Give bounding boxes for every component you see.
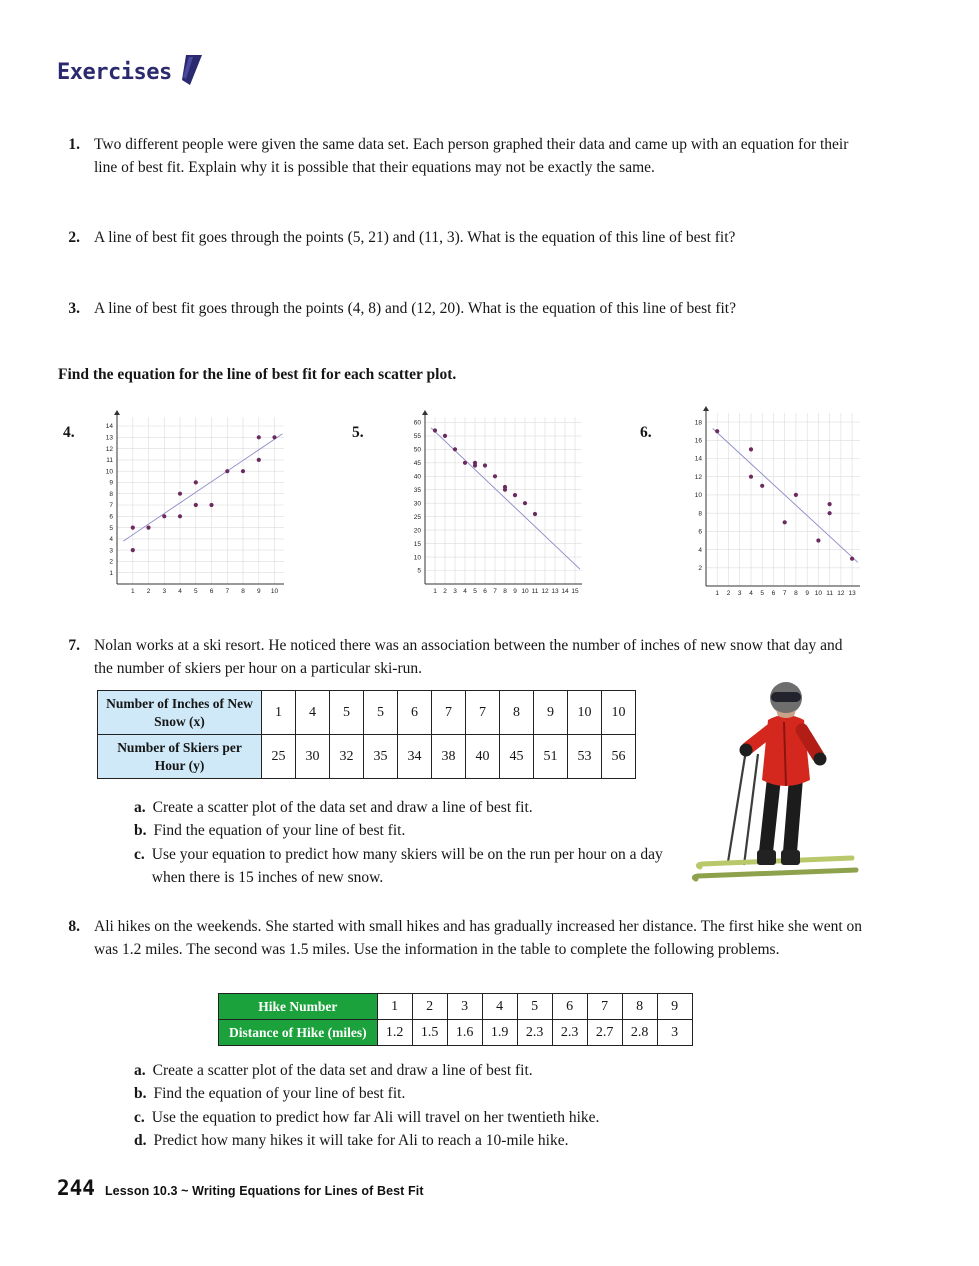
table-cell: 2.3 [517, 1020, 552, 1046]
table-cell: 1 [377, 994, 412, 1020]
table-cell: 7 [432, 691, 466, 735]
svg-text:1: 1 [109, 569, 113, 577]
svg-text:12: 12 [694, 473, 702, 481]
subitem-label: b. [134, 1085, 147, 1103]
problem-2 [58, 226, 858, 249]
scatter-plot-6 [686, 404, 866, 607]
scatter-plot-5 [403, 408, 588, 605]
subitem-text: Find the equation of your line of best fit. [153, 1085, 406, 1103]
problem-5-number: 5. [352, 424, 364, 441]
problem-8 [58, 915, 898, 962]
svg-text:10: 10 [814, 590, 823, 597]
svg-text:9: 9 [109, 479, 113, 487]
table-cell: 1 [262, 691, 296, 735]
table-cell: 2.8 [622, 1020, 657, 1046]
svg-text:11: 11 [106, 457, 113, 465]
svg-text:2: 2 [109, 558, 113, 566]
svg-text:6: 6 [698, 528, 702, 536]
svg-text:15: 15 [413, 540, 421, 548]
table-cell: 25 [262, 735, 296, 779]
table-cell: 8 [500, 691, 534, 735]
svg-text:8: 8 [241, 588, 245, 595]
table-cell: 10 [602, 691, 636, 735]
subitem-label: a. [134, 1062, 146, 1079]
svg-text:14: 14 [694, 455, 702, 463]
svg-text:14: 14 [105, 423, 113, 431]
problem-text: Nolan works at a ski resort. He noticed there was an association between the number of inches of new snow that day and the number of skiers per hour on a particular ski-run. [94, 637, 843, 678]
svg-text:8: 8 [503, 588, 507, 595]
svg-text:14: 14 [561, 588, 569, 595]
table-cell: 53 [568, 735, 602, 779]
scatter-plot-instruction: Find the equation for the line of best fit for each scatter plot. [58, 366, 457, 383]
problem-text: A line of best fit goes through the points (4, 8) and (12, 20). What is the equation of this line of best fit? [94, 300, 736, 317]
subitem-text: Create a scatter plot of the data set and draw a line of best fit. [152, 799, 533, 816]
table-cell: 4 [296, 691, 330, 735]
svg-text:7: 7 [225, 588, 230, 595]
table-row-label: Number of Inches of New Snow (x) [98, 691, 262, 735]
svg-text:1: 1 [130, 588, 135, 595]
table-cell: 1.9 [482, 1020, 517, 1046]
subitem-8d [134, 1129, 774, 1152]
table-cell: 8 [622, 994, 657, 1020]
problem-8-subitems [134, 1059, 774, 1152]
problem-6-number: 6. [640, 424, 652, 441]
table-cell: 7 [466, 691, 500, 735]
table-row-label: Hike Number [219, 994, 378, 1020]
problem-text: A line of best fit goes through the points (5, 21) and (11, 3). What is the equation of this line of best fit? [94, 229, 736, 246]
svg-text:9: 9 [513, 588, 517, 595]
svg-text:4: 4 [698, 546, 702, 554]
svg-text:13: 13 [848, 590, 856, 597]
section-header [57, 58, 203, 86]
svg-text:6: 6 [209, 588, 214, 595]
svg-text:5: 5 [109, 524, 113, 532]
subitem-label: c. [134, 1108, 145, 1126]
subitem-8b [134, 1082, 774, 1105]
table-cell: 5 [517, 994, 552, 1020]
svg-text:6: 6 [483, 588, 487, 595]
table-row-label: Number of Skiers per Hour (y) [98, 735, 262, 779]
table-cell: 3 [657, 1020, 692, 1046]
subitem-text: Find the equation of your line of best fit. [153, 822, 406, 840]
table-cell: 7 [587, 994, 622, 1020]
svg-text:12: 12 [105, 445, 113, 453]
flag-icon [177, 54, 203, 86]
problem-3 [58, 297, 858, 320]
svg-text:4: 4 [749, 590, 753, 597]
skier-illustration [672, 662, 877, 894]
svg-text:3: 3 [737, 590, 742, 597]
subitem-8a [134, 1059, 774, 1082]
svg-text:6: 6 [771, 590, 776, 597]
table-cell: 6 [398, 691, 432, 735]
svg-text:11: 11 [531, 588, 539, 595]
table-cell: 2.3 [552, 1020, 587, 1046]
svg-text:10: 10 [105, 468, 113, 476]
svg-text:2: 2 [726, 590, 731, 597]
svg-text:35: 35 [413, 486, 421, 494]
skier-photo [672, 662, 877, 894]
svg-text:12: 12 [541, 588, 549, 595]
problem-4-number: 4. [63, 424, 75, 441]
table-cell: 4 [482, 994, 517, 1020]
svg-text:4: 4 [109, 536, 113, 544]
table-cell: 32 [330, 735, 364, 779]
svg-text:8: 8 [794, 590, 798, 597]
svg-text:10: 10 [521, 588, 529, 595]
svg-text:8: 8 [109, 490, 113, 498]
problem-text: Two different people were given the same data set. Each person graphed their data and came up with an equation for their line of best fit. Explain why it is possible that their equations may not be exactly the same. [94, 136, 849, 177]
table-cell: 51 [534, 735, 568, 779]
table-cell: 1.5 [412, 1020, 447, 1046]
svg-text:30: 30 [413, 500, 421, 508]
table-cell: 5 [330, 691, 364, 735]
svg-text:2: 2 [698, 565, 702, 572]
svg-text:7: 7 [782, 590, 787, 597]
svg-text:25: 25 [413, 513, 421, 521]
snow-data-table [97, 690, 636, 779]
svg-text:2: 2 [443, 588, 447, 595]
svg-text:13: 13 [551, 588, 559, 595]
table-cell: 6 [552, 994, 587, 1020]
subitem-text: Use your equation to predict how many skiers will be on the run per hour on a day when there is 15 inches of new snow. [151, 845, 663, 886]
svg-text:45: 45 [413, 460, 421, 467]
svg-text:6: 6 [109, 513, 113, 521]
table-row [98, 735, 636, 779]
table-cell: 3 [447, 994, 482, 1020]
svg-text:9: 9 [805, 590, 810, 597]
problem-7-subitems [134, 796, 714, 889]
svg-text:4: 4 [178, 588, 182, 595]
svg-text:5: 5 [417, 567, 421, 575]
table-cell: 38 [432, 735, 466, 779]
problem-text: Ali hikes on the weekends. She started with small hikes and has gradually increased her distance. The first hike she went on was 1.2 miles. The second was 1.5 miles. Use the information in the table to complete the following problems. [94, 918, 863, 959]
svg-text:11: 11 [826, 590, 833, 597]
page-number: 244 [57, 1176, 95, 1200]
svg-text:4: 4 [463, 588, 467, 595]
problem-number: 7. [68, 637, 80, 654]
table-cell: 5 [364, 691, 398, 735]
table-cell: 1.6 [447, 1020, 482, 1046]
svg-text:60: 60 [413, 419, 421, 427]
subitem-label: c. [134, 845, 145, 863]
table-cell: 9 [657, 994, 692, 1020]
problem-number: 8. [68, 918, 80, 935]
problem-number: 2. [68, 229, 80, 246]
lesson-title: Lesson 10.3 ~ Writing Equations for Lines of Best Fit [104, 1184, 424, 1198]
subitem-label: b. [134, 822, 147, 840]
svg-text:3: 3 [453, 588, 457, 595]
svg-text:5: 5 [193, 588, 198, 595]
svg-text:3: 3 [109, 547, 113, 555]
svg-text:20: 20 [413, 527, 421, 535]
svg-text:15: 15 [571, 588, 579, 595]
svg-text:12: 12 [837, 590, 845, 597]
table-cell: 9 [534, 691, 568, 735]
hike-data-table [218, 993, 693, 1046]
table-cell: 10 [568, 691, 602, 735]
subitem-label: d. [134, 1131, 147, 1149]
subitem-text: Predict how many hikes it will take for Ali to reach a 10-mile hike. [153, 1131, 569, 1149]
svg-text:1: 1 [715, 590, 720, 597]
table-cell: 45 [500, 735, 534, 779]
svg-text:8: 8 [698, 510, 702, 518]
svg-text:50: 50 [413, 446, 421, 454]
subitem-label: a. [134, 799, 146, 816]
subitem-text: Use the equation to predict how far Ali will travel on her twentieth hike. [151, 1108, 600, 1126]
svg-text:7: 7 [493, 588, 497, 595]
svg-text:3: 3 [162, 588, 167, 595]
table-row [219, 1020, 693, 1046]
svg-text:5: 5 [473, 588, 477, 595]
table-row-label: Distance of Hike (miles) [219, 1020, 378, 1046]
subitem-8c [134, 1106, 774, 1129]
svg-text:9: 9 [256, 588, 261, 595]
problem-number: 1. [68, 136, 80, 153]
subitem-7b [134, 819, 714, 842]
table-cell: 35 [364, 735, 398, 779]
subitem-text: Create a scatter plot of the data set and draw a line of best fit. [152, 1062, 533, 1079]
table-cell: 56 [602, 735, 636, 779]
svg-text:10: 10 [413, 554, 421, 562]
svg-text:16: 16 [694, 437, 702, 445]
table-cell: 2 [412, 994, 447, 1020]
page-footer [57, 1176, 424, 1200]
subitem-7a [134, 796, 714, 819]
table-cell: 30 [296, 735, 330, 779]
subitem-7c [134, 843, 694, 890]
svg-text:10: 10 [270, 588, 279, 595]
problem-1 [58, 133, 888, 180]
table-cell: 2.7 [587, 1020, 622, 1046]
problem-number: 3. [68, 300, 80, 317]
svg-text:18: 18 [694, 419, 702, 427]
svg-text:13: 13 [105, 434, 113, 442]
svg-text:55: 55 [413, 433, 421, 441]
svg-text:7: 7 [109, 502, 113, 510]
svg-text:2: 2 [146, 588, 151, 595]
table-cell: 34 [398, 735, 432, 779]
table-cell: 1.2 [377, 1020, 412, 1046]
svg-text:10: 10 [694, 492, 702, 500]
exercises-heading: Exercises [57, 59, 172, 85]
svg-text:40: 40 [413, 473, 421, 481]
scatter-plot-4 [97, 408, 292, 605]
svg-text:1: 1 [433, 588, 437, 595]
table-row [98, 691, 636, 735]
table-row [219, 994, 693, 1020]
svg-text:5: 5 [760, 590, 765, 597]
table-cell: 40 [466, 735, 500, 779]
